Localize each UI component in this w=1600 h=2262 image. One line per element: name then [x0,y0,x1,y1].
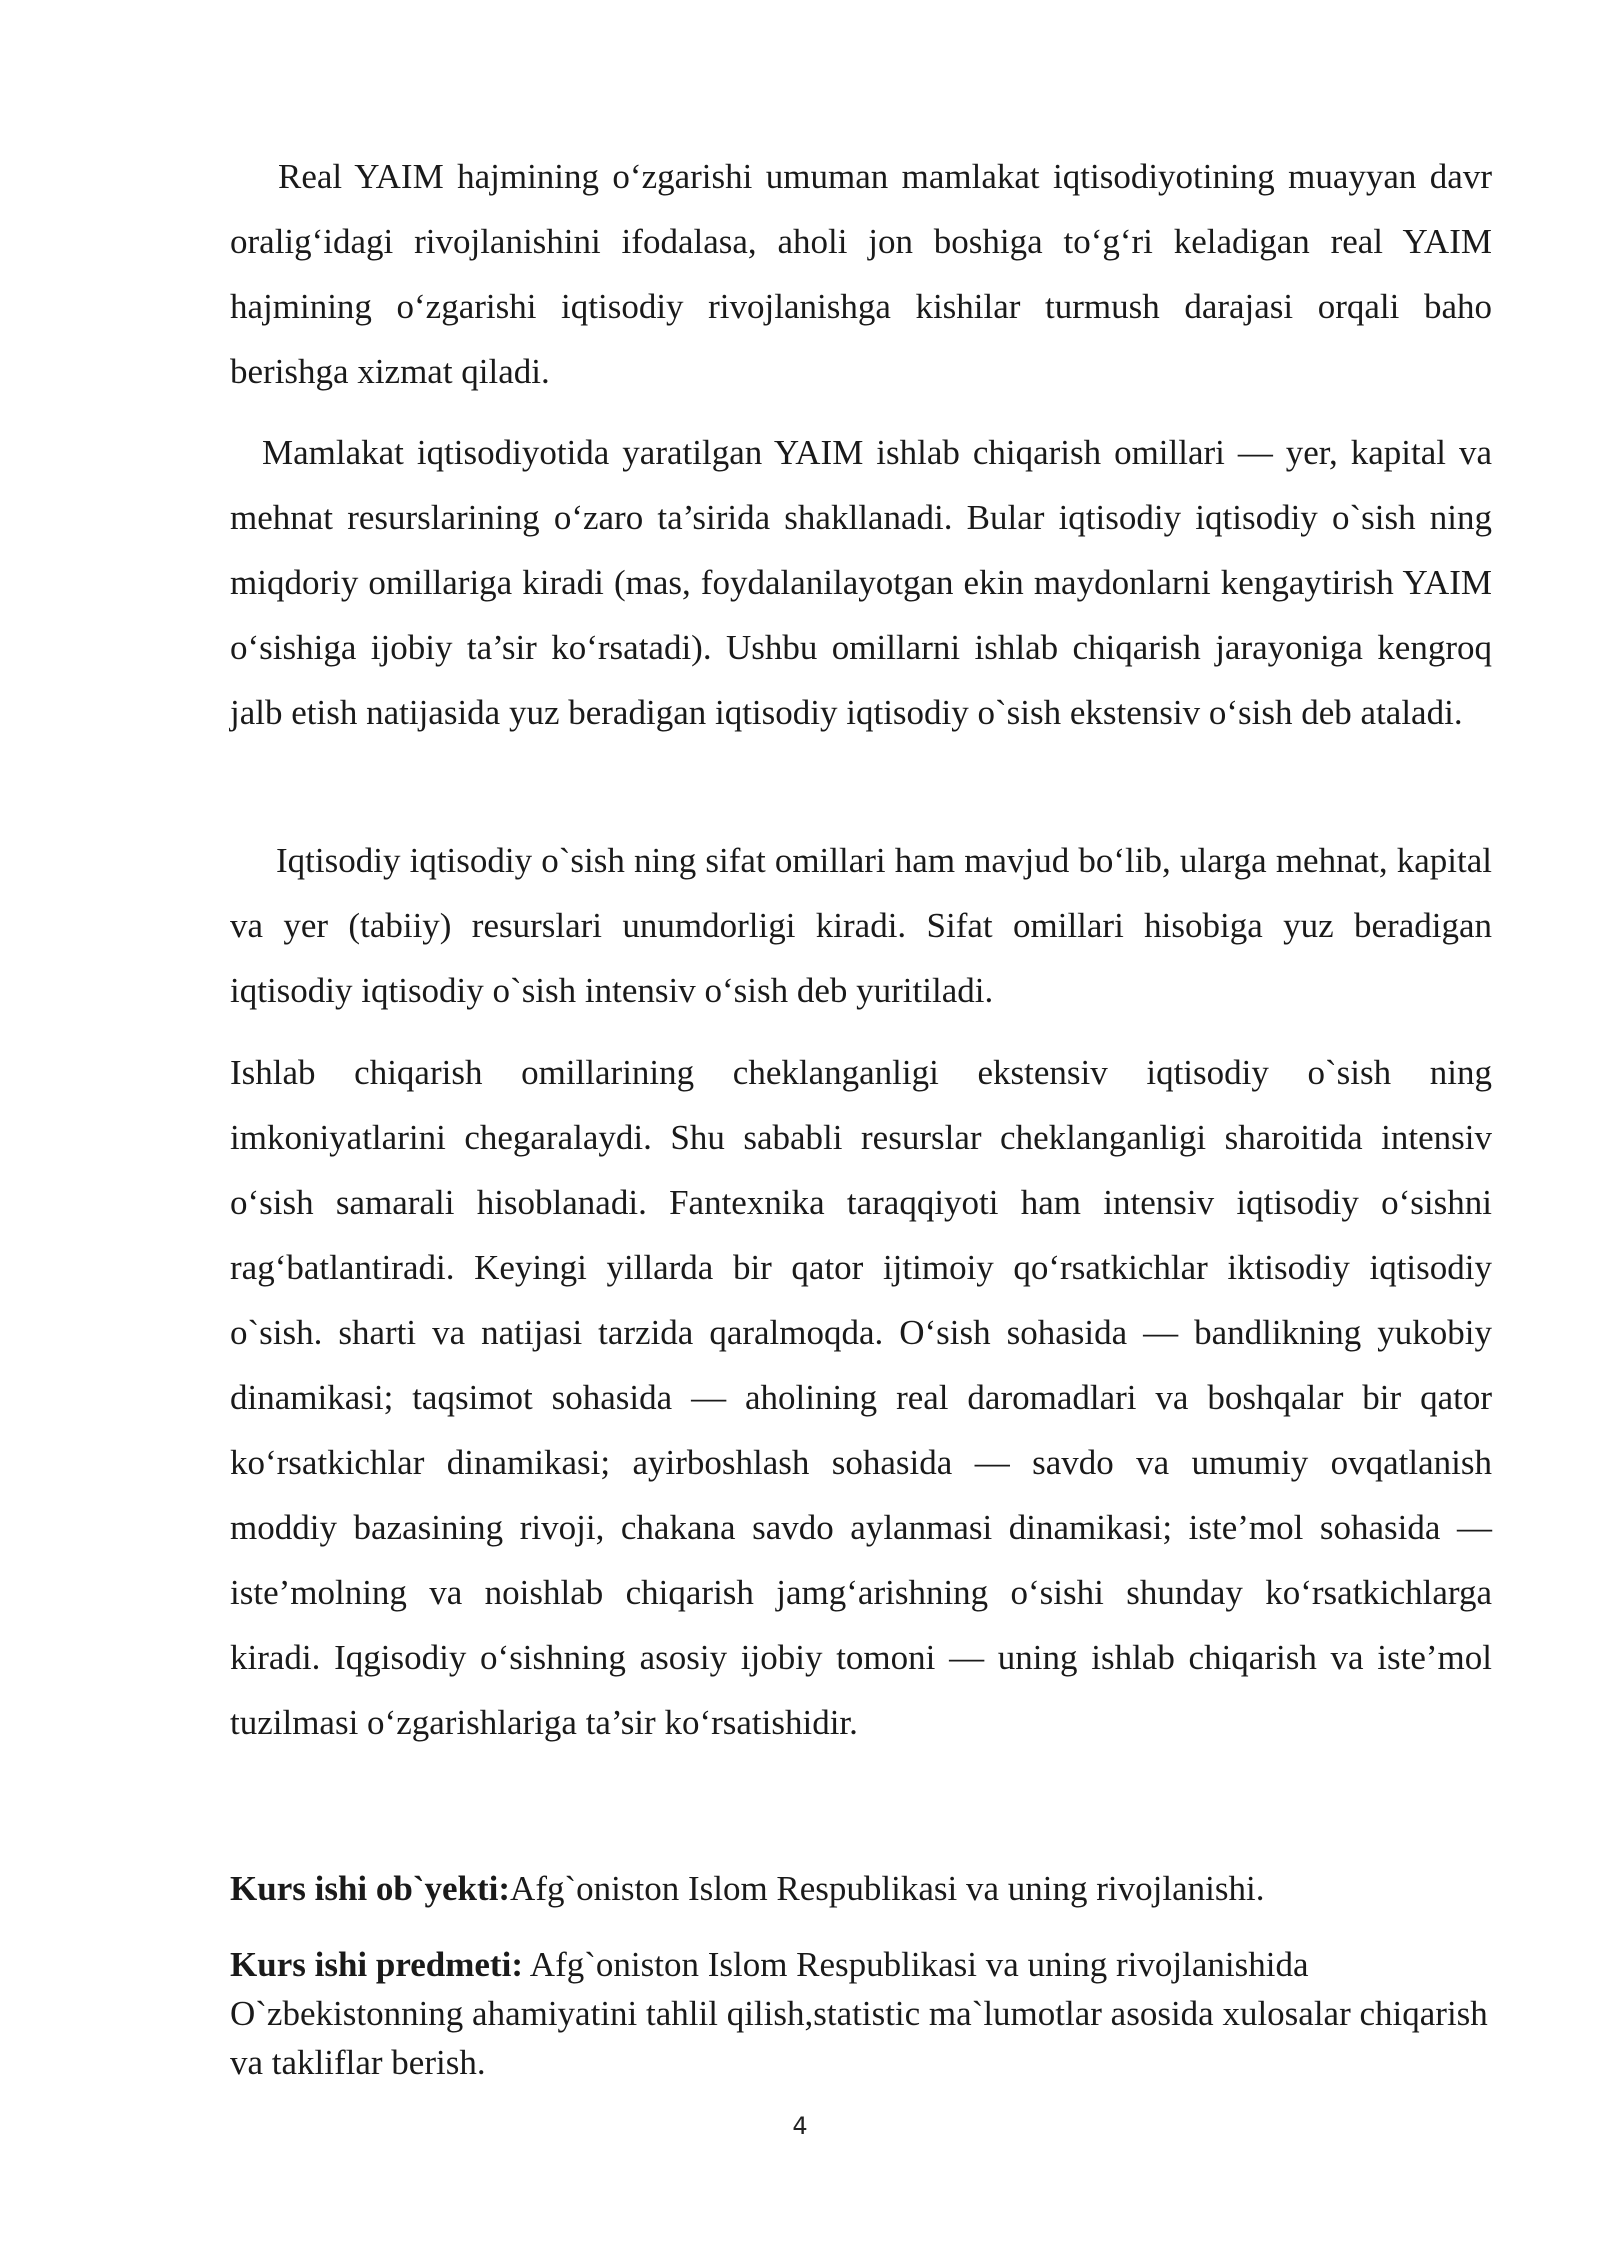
course-subject-label: Kurs ishi predmeti: [230,1945,523,1984]
paragraph-production-factors: Mamlakat iqtisodiyotida yaratilgan YAIM ishlab chiqarish omillari — yer, kapital va mehnat resurslarining o‘zaro ta’sirida shakllanadi. Bular iqtisodiy iqtisodiy o`sish ning miqdoriy omillariga kiradi (mas, foydalanilayotgan ekin maydonlarni kengaytirish YAIM o‘sishiga ijobiy ta’sir ko‘rsatadi). Ushbu omillarni ishlab chiqarish jarayoniga kengroq jalb etish natijasida yuz beradigan iqtisodiy iqtisodiy o`sish ekstensiv o‘sish deb ataladi. [230,433,1492,732]
course-subject-text: Afg`oniston Islom Respublikasi va uning rivojlanishida O`zbekistonning ahamiyatini tahlil qilish,statistic ma`lumotlar asosida xulosalar chiqarish va takliflar berish. [230,1945,1488,2082]
course-object-text: Afg`oniston Islom Respublikasi va uning rivojlanishi. [510,1869,1265,1908]
paragraph-quality-factors: Iqtisodiy iqtisodiy o`sish ning sifat omillari ham mavjud bo‘lib, ularga mehnat, kapital va yer (tabiiy) resurslari unumdorligi kiradi. Sifat omillari hisobiga yuz beradigan iqtisodiy iqtisodiy o`sish intensiv o‘sish deb yuritiladi. [230,841,1492,1010]
course-subject [230,1940,1492,2087]
paragraph-real-gdp: Real YAIM hajmining o‘zgarishi umuman mamlakat iqtisodiyotining muayyan davr oralig‘idagi rivojlanishini ifodalasa, aholi jon boshiga to‘g‘ri keladigan real YAIM hajmining o‘zgarishi iqtisodiy rivojlanishga kishilar turmush darajasi orqali baho berishga xizmat qiladi. [230,157,1492,391]
course-object-label: Kurs ishi ob`yekti: [230,1869,511,1908]
page-number: 4 [792,2112,808,2140]
course-object [230,1864,1492,1913]
paragraph-intensive-growth: Ishlab chiqarish omillarining cheklanganligi ekstensiv iqtisodiy o`sish ning imkoniyatlarini chegaralaydi. Shu sababli resurslar cheklanganligi sharoitida intensiv o‘sish samarali hisoblanadi. Fantexnika taraqqiyoti ham intensiv iqtisodiy o‘sishni rag‘batlantiradi. Keyingi yillarda bir qator ijtimoiy qo‘rsatkichlar iktisodiy iqtisodiy o`sish. sharti va natijasi tarzida qaralmoqda. O‘sish sohasida — bandlikning yukobiy dinamikasi; taqsimot sohasida — aholining real daromadlari va boshqalar bir qator ko‘rsatkichlar dinamikasi; ayirboshlash sohasida — savdo va umumiy ovqatlanish moddiy bazasining rivoji, chakana savdo aylanmasi dinamikasi; iste’mol sohasida — iste’molning va noishlab chiqarish jamg‘arishning o‘sishi shunday ko‘rsatkichlarga kiradi. Iqgisodiy o‘sishning asosiy ijobiy tomoni — uning ishlab chiqarish va iste’mol tuzilmasi o‘zgarishlariga ta’sir ko‘rsatishidir. [230,1053,1492,1742]
